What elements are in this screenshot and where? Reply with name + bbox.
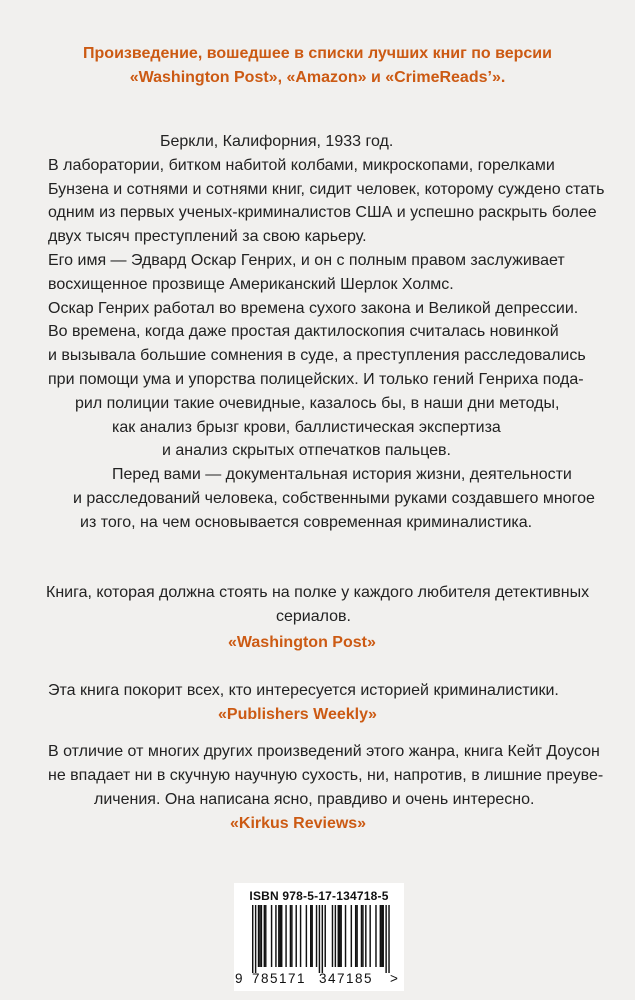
barcode-bar (281, 905, 282, 967)
barcode-bar (345, 905, 346, 967)
barcode-bar (264, 905, 265, 967)
barcode-bar (291, 905, 292, 967)
barcode-bar (285, 905, 286, 967)
barcode-bar (278, 905, 279, 967)
barcode-bar (369, 905, 370, 967)
description-line: Его имя — Эдвард Оскар Генрих, и он с полным правом заслуживает (48, 251, 565, 269)
barcode-bar (280, 905, 281, 967)
barcode-bar (322, 905, 323, 973)
review-3-line: личения. Она написана ясно, правдиво и очень интересно. (94, 791, 535, 808)
description-line: и вызывала большие сомнения в суде, а преступления расследовались (48, 347, 586, 365)
barcode-bar (340, 905, 341, 967)
barcode-bar (355, 905, 356, 967)
description-line: Бунзена и сотнями и сотнями книг, сидит человек, которому суждено стать (48, 180, 605, 198)
review-1-line: Книга, которая должна стоять на полке у каждого любителя детективных (46, 584, 590, 601)
description-line: при помощи ума и упорства полицейских. И только гений Генриха пода- (48, 370, 584, 388)
description-line: и расследований человека, собственными руками создавшего многое (73, 489, 595, 507)
description-line: и анализ скрытых отпечатков пальцев. (162, 442, 451, 460)
review-2-source: «Publishers Weekly» (218, 706, 377, 723)
barcode-bar (385, 905, 386, 973)
barcode-bar (335, 905, 336, 967)
barcode-bar (325, 905, 326, 967)
barcode-bar (310, 905, 311, 967)
barcode-bar (361, 905, 362, 967)
description-line: В лаборатории, битком набитой колбами, микроскопами, горелками (48, 156, 555, 174)
description-line: как анализ брызг крови, баллистическая экспертиза (112, 418, 501, 436)
barcode-bar (381, 905, 382, 967)
isbn-label: ISBN 978-5-17-134718-5 (249, 889, 389, 903)
description-line: одним из первых ученых-криминалистов США и успешно раскрыть более (48, 204, 597, 222)
barcode-arrow: > (390, 971, 398, 986)
description-line: из того, на чем основывается современная криминалистика. (80, 513, 533, 531)
barcode-bar (311, 905, 312, 967)
description-line: Перед вами — документальная история жизни, деятельности (112, 466, 572, 484)
promo-line-2: «Washington Post», «Amazon» и «CrimeReads’». (129, 69, 506, 86)
barcode-bar (316, 905, 317, 967)
barcode-bar (306, 905, 307, 967)
barcode-bar (356, 905, 357, 967)
barcode-bar (296, 905, 297, 967)
barcode-digit-group-2: 347185 (319, 971, 374, 986)
barcode-bar (255, 905, 256, 973)
barcode-bar (351, 905, 352, 967)
description-line: Во времена, когда даже простая дактилоскопия считалась новинкой (48, 323, 559, 341)
barcode-bar (290, 905, 291, 967)
barcode-bar (375, 905, 376, 967)
barcode-bar (380, 905, 381, 967)
barcode-digit-first: 9 (235, 971, 243, 986)
barcode-bar (259, 905, 260, 967)
review-3-source: «Kirkus Reviews» (230, 815, 367, 832)
review-1-line: сериалов. (276, 608, 351, 625)
barcode-bar (300, 905, 301, 967)
barcode-bar (365, 905, 366, 967)
barcode-bar (388, 905, 389, 973)
review-3-line: не впадает ни в скучную научную сухость, ни, напротив, в лишние преуве- (48, 767, 604, 784)
barcode-bar (261, 905, 262, 967)
barcode-bar (338, 905, 339, 967)
barcode-bar (275, 905, 276, 967)
barcode-icon (242, 905, 396, 973)
book-description (0, 130, 635, 535)
review-3-line: В отличие от многих других произведений этого жанра, книга Кейт Доусон (48, 743, 600, 760)
barcode-bar (332, 905, 333, 967)
barcode-bar (362, 905, 363, 967)
description-line: Беркли, Калифорния, 1933 год. (160, 133, 394, 150)
barcode-bar (319, 905, 320, 973)
bestseller-promo (0, 42, 635, 90)
barcode-bar (252, 905, 253, 973)
description-line: двух тысяч преступлений за свою карьеру. (48, 228, 367, 246)
barcode-bar (339, 905, 340, 967)
description-line: восхищенное прозвище Американский Шерлок Холмс. (48, 275, 454, 293)
barcode-bar (265, 905, 266, 967)
barcode-digit-group-1: 785171 (252, 971, 307, 986)
review-2-line: Эта книга покорит всех, кто интересуется историей криминалистики. (48, 682, 559, 699)
description-line: рил полиции такие очевидные, казалось бы, в наши дни методы, (75, 394, 560, 412)
barcode-bar (271, 905, 272, 967)
review-1-source: «Washington Post» (228, 634, 376, 651)
barcode-bar (383, 905, 384, 967)
promo-line-1: Произведение, вошедшее в списки лучших книг по версии (83, 45, 552, 62)
barcode-block (234, 883, 404, 991)
description-line: Оскар Генрих работал во времена сухого закона и Великой депрессии. (48, 299, 579, 317)
barcode-bar (258, 905, 259, 967)
